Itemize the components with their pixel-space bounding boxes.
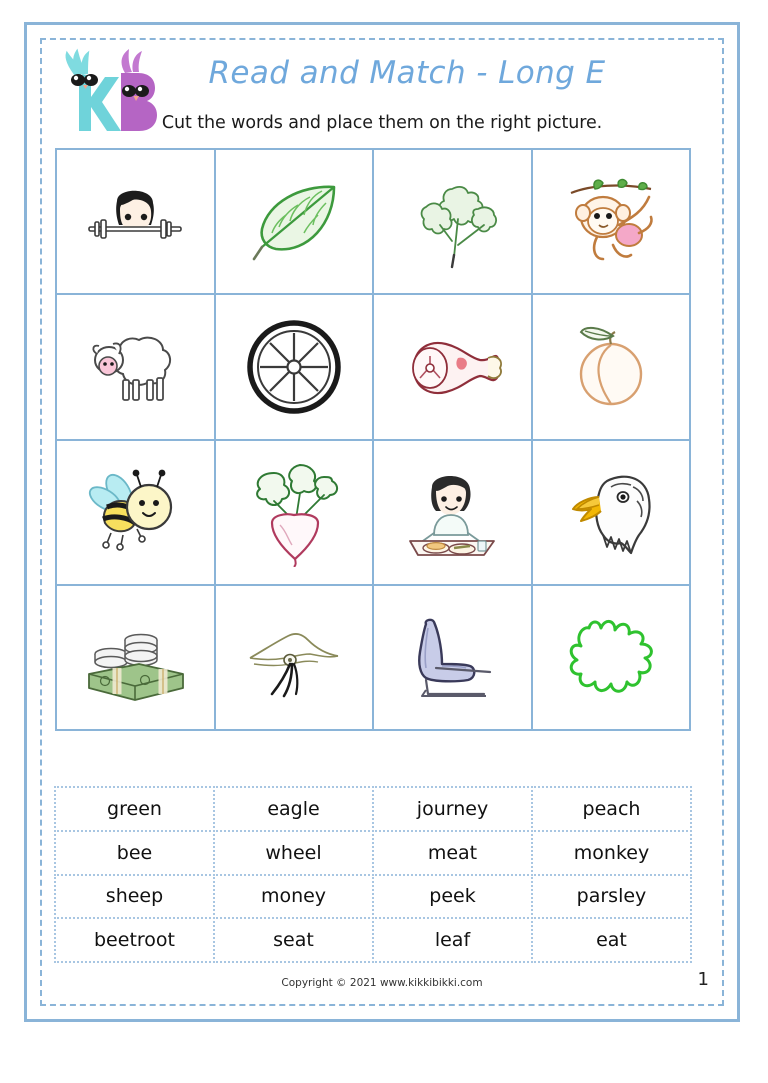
bee-icon [75, 457, 195, 567]
word-card-monkey[interactable]: monkey [531, 830, 692, 876]
word-card-journey[interactable]: journey [372, 786, 533, 832]
word-card-parsley[interactable]: parsley [531, 874, 692, 920]
word-card-wheel[interactable]: wheel [213, 830, 374, 876]
boy-peeking-over-fence-icon [75, 167, 195, 277]
word-card-eat[interactable]: eat [531, 917, 692, 963]
word-card-peek[interactable]: peek [372, 874, 533, 920]
picture-cell-seat[interactable] [374, 586, 533, 731]
picture-cell-sheep[interactable] [57, 295, 216, 440]
word-card-seat[interactable]: seat [213, 917, 374, 963]
picture-grid [55, 148, 691, 731]
picture-cell-green[interactable] [533, 586, 692, 731]
green-leaf-icon [234, 167, 354, 277]
spoked-wheel-icon [234, 312, 354, 422]
picture-cell-leaf[interactable] [216, 150, 375, 295]
picture-cell-monkey[interactable] [533, 150, 692, 295]
green-paint-splat-icon [551, 602, 671, 712]
word-card-peach[interactable]: peach [531, 786, 692, 832]
page-title: Read and Match - Long E [208, 55, 606, 91]
sheep-icon [75, 312, 195, 422]
word-card-green[interactable]: green [54, 786, 215, 832]
picture-cell-journey[interactable] [216, 586, 375, 731]
word-card-eagle[interactable]: eagle [213, 786, 374, 832]
beetroot-icon [234, 457, 354, 567]
picture-cell-peek[interactable] [57, 150, 216, 295]
chair-seat-icon [392, 602, 512, 712]
word-card-sheep[interactable]: sheep [54, 874, 215, 920]
word-card-bee[interactable]: bee [54, 830, 215, 876]
picture-cell-money[interactable] [57, 586, 216, 731]
instructions-text: Cut the words and place them on the right picture. [161, 113, 603, 133]
picture-cell-beetroot[interactable] [216, 441, 375, 586]
copyright-text: Copyright © 2021 www.kikkibikki.com [281, 977, 483, 989]
money-stack-with-coins-icon [75, 602, 195, 712]
page-number: 1 [697, 969, 709, 990]
picture-cell-bee[interactable] [57, 441, 216, 586]
eagle-head-icon [551, 457, 671, 567]
parsley-sprig-icon [392, 167, 512, 277]
word-card-meat[interactable]: meat [372, 830, 533, 876]
picture-cell-parsley[interactable] [374, 150, 533, 295]
picture-cell-peach[interactable] [533, 295, 692, 440]
boy-eating-at-table-icon [392, 457, 512, 567]
picture-cell-eagle[interactable] [533, 441, 692, 586]
word-card-leaf[interactable]: leaf [372, 917, 533, 963]
word-card-beetroot[interactable]: beetroot [54, 917, 215, 963]
ham-meat-icon [392, 312, 512, 422]
peach-icon [551, 312, 671, 422]
worksheet-page [24, 22, 740, 1022]
winding-road-through-mountains-icon [234, 602, 354, 712]
picture-cell-wheel[interactable] [216, 295, 375, 440]
picture-cell-eat[interactable] [374, 441, 533, 586]
monkey-hanging-from-vine-icon [551, 167, 671, 277]
picture-cell-meat[interactable] [374, 295, 533, 440]
word-card-money[interactable]: money [213, 874, 374, 920]
word-bank [55, 787, 691, 962]
